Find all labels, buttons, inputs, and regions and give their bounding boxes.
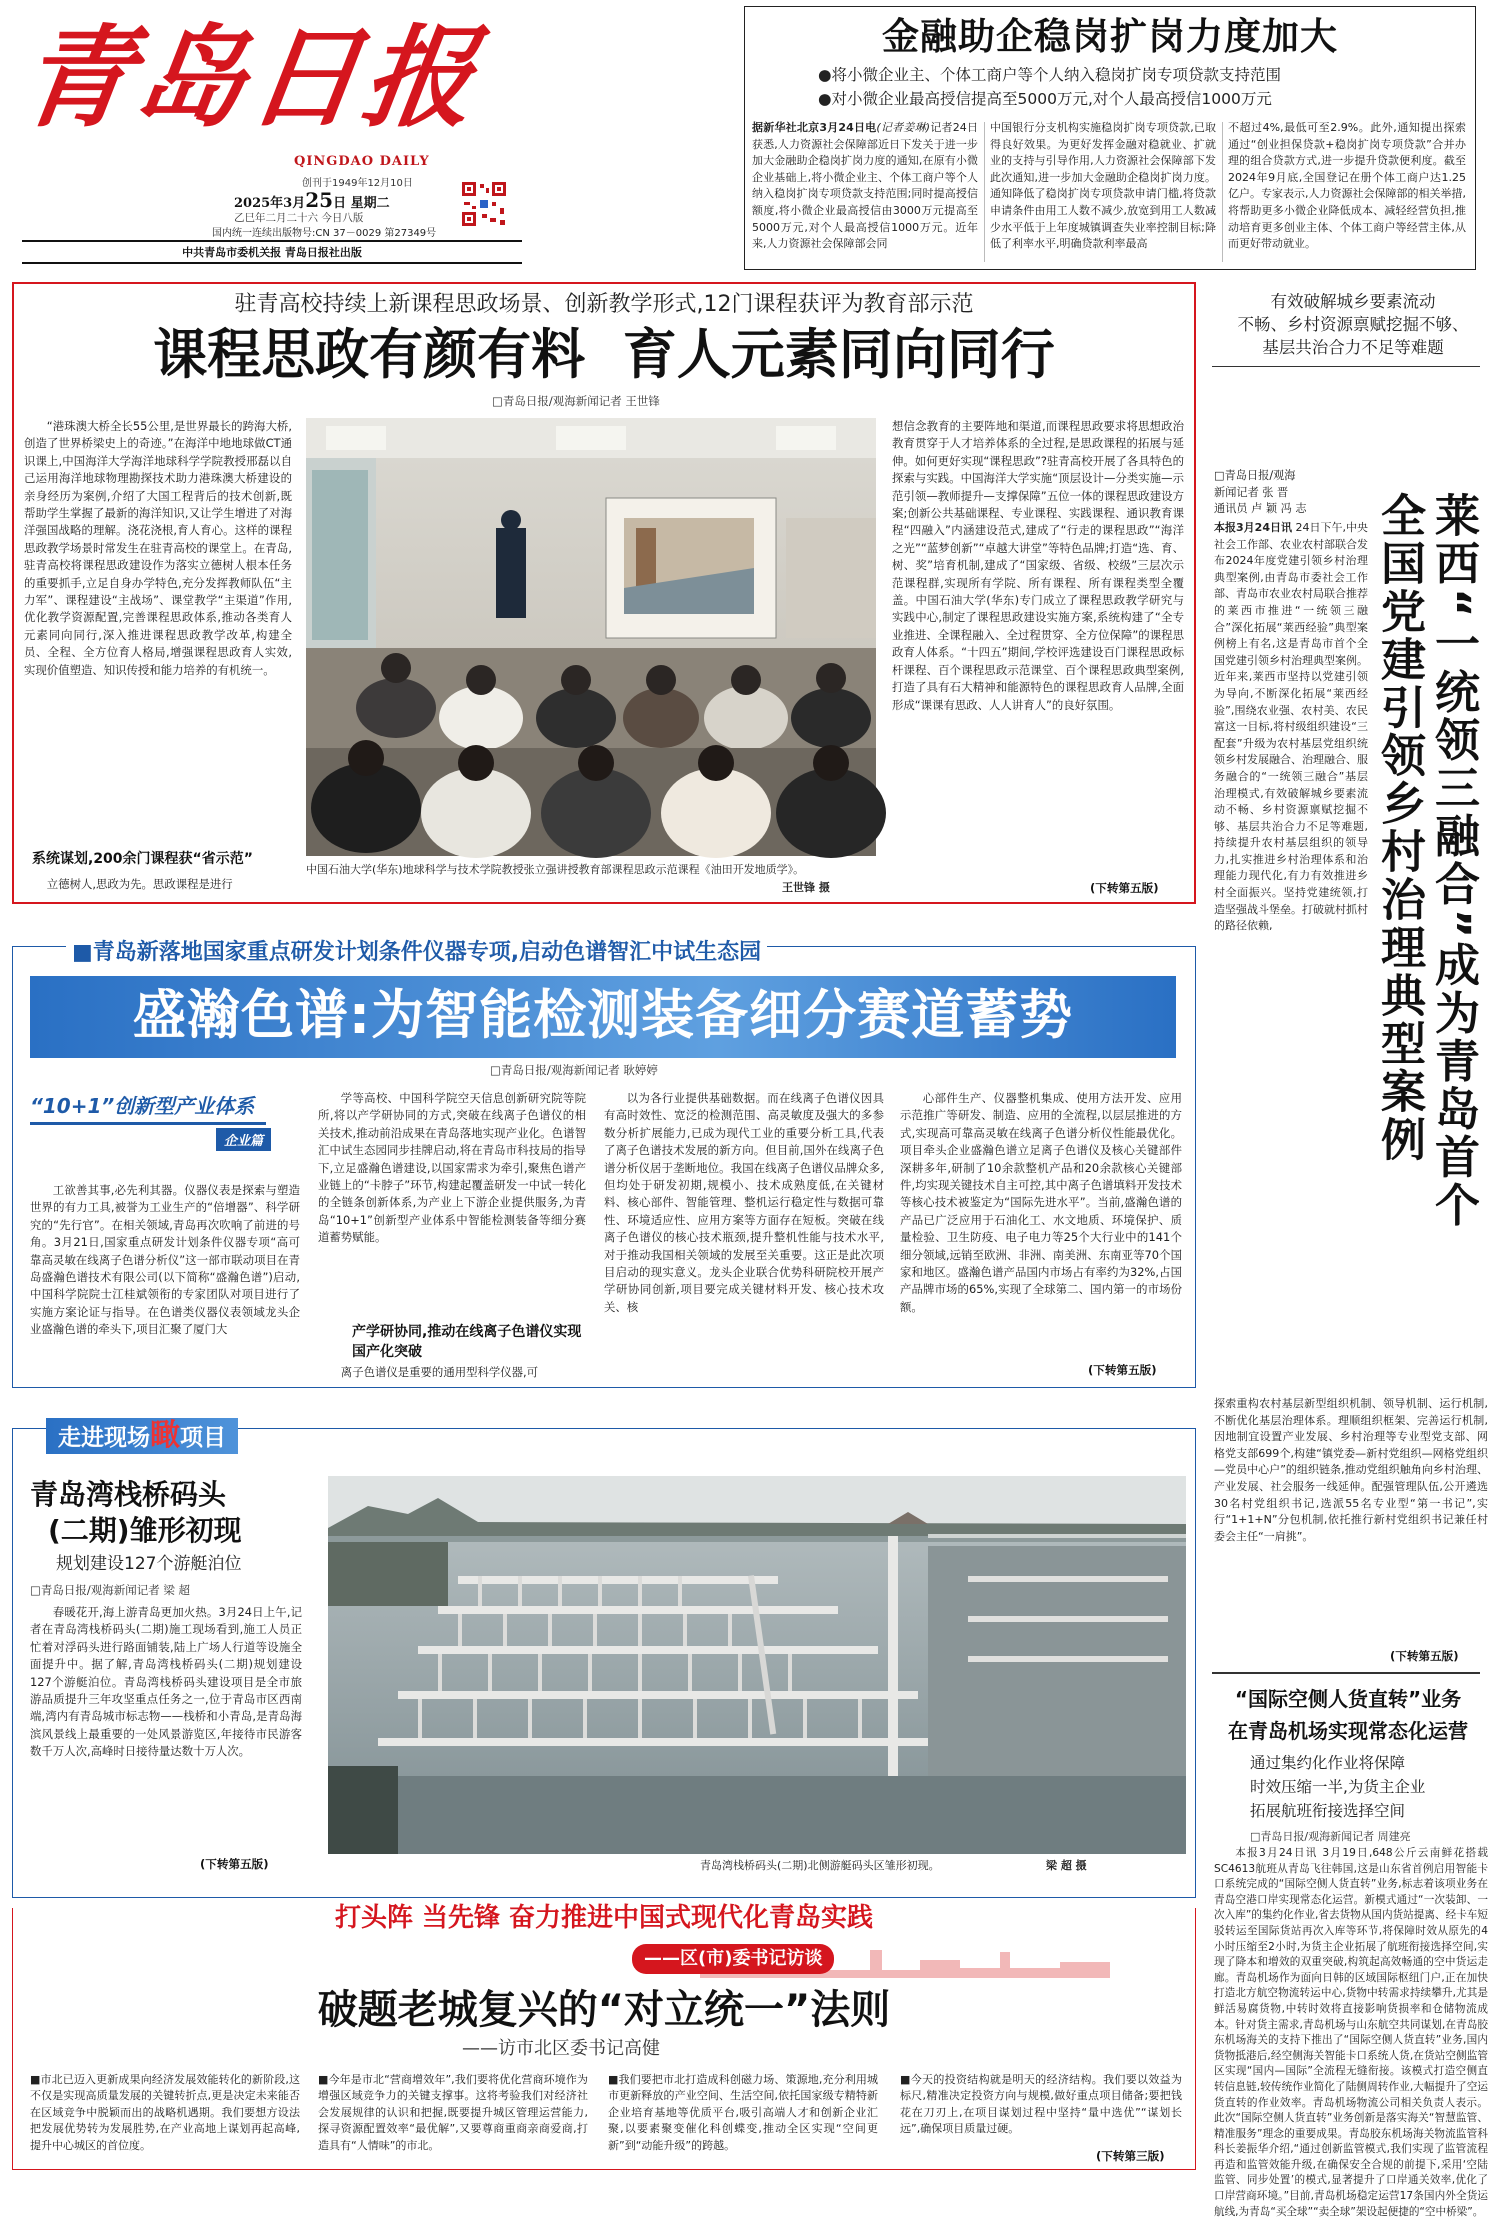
third-byline: □青岛日报/观海新闻记者 梁 超 <box>30 1583 191 1597</box>
right-byline <box>1214 468 1374 518</box>
third-tag-mid: 瞰 <box>150 1418 180 1453</box>
lead-left-text: “港珠澳大桥全长55公里,是世界最长的跨海大桥,创造了世界桥梁史上的奇迹。”在海洋中地地球做CT通识课上,中国海洋大学海洋地球科学学院教授邢磊以自己运用海洋地球物理勘探技术助力港珠澳大桥建设的亲身经历为案例,介绍了大国工程背后的技术创新,既帮助学生掌握了最新的海洋知识,又让学生增进了对海洋强国战略的理解。浇花浇根,育人育心。这样的课程思政教学场景时常发生在驻青高校的课堂上。在青岛,驻青高校将课程思政建设作为落实立德树人根本任务的重要抓手,立足自身办学特色,充分发挥教师队伍“主力军”、课程建设“主战场”、课堂教学“主渠道”作用,优化教学资源配置,完善课程思政体系,推动各类育人元素同向同行,深入推进课程思政教学改革,构建全员、全程、全方位育人格局,增强课程思政育人实效,实现价值塑造、知识传授和能力培养的有机统一。 <box>24 419 292 677</box>
right-text-top-body: 24日下午,中央社会工作部、农业农村部联合发布2024年度党建引领乡村治理典型案例,由青岛市委社会工作部、青岛市农业农村局联合推荐的莱西市推进“一统领三融合”深化拓展“莱西经验”典型案例榜上有名,这是青岛市首个全国党建引领乡村治理典型案例。近年来,莱西市坚持以党建引领为导向,不断深化拓展“莱西经验”,围绕农业强、农村美、农民富这一目标,将村级组织建设“三配套”升级为农村基层党组织统领乡村发展融合、治理融合、服务融合的“一统领三融合”基层治理模式,有效破解城乡要素流动不畅、乡村资源禀赋挖掘不够、基层共治合力不足等难题,持续提升农村基层组织的领导力,扎实推进乡村治理体系和治理能力现代化,有力有效推进乡村全面振兴。坚持党建统领,打造坚强战斗堡垒。打破就村抓村的路径依赖, <box>1214 521 1368 933</box>
right-byline-2: 新闻记者 张 晋 <box>1214 485 1289 499</box>
third-headline-1[interactable]: 青岛湾栈桥码头 <box>30 1478 227 1511</box>
date-prefix: 2025年3月 <box>234 196 306 211</box>
bottom-series-tag: ——区(市)委书记访谈 <box>632 1944 834 1974</box>
right-story-divider <box>1212 366 1480 367</box>
second-col-2-subhead: 产学研协同,推动在线离子色谱仪实现国产化突破 <box>352 1324 582 1360</box>
airport-headline-2[interactable]: 在青岛机场实现常态化运营 <box>1228 1719 1468 1743</box>
date-day: 25 <box>305 188 334 212</box>
masthead-rule-bottom <box>22 262 522 264</box>
right-story-headline[interactable]: 莱西“一统领三融合”成为青岛首个全国党建引领乡村治理典型案例 <box>1373 492 1480 1230</box>
second-col-1: 工欲善其事,必先利其器。仪器仪表是探索与塑造世界的有力工具,被誉为工业生产的“倍增器”、科学研究的“先行官”。在相关领域,青岛再次吹响了前进的号角。3月21日,国家重点研发计划条件仪器专项“高可靠高灵敏在线离子色谱分析仪”这一部市联动项目在青岛盛瀚色谱技术有限公司(以下简称“盛瀚色谱”)启动,中国科学院院士江桂斌领衔的专家团队对项目进行了实施方案论证与指导。在色谱类仪器仪表领域龙头企业盛瀚色谱的牵头下,项目汇聚了厦门大 <box>30 1183 300 1337</box>
lead-left-subhead: 系统谋划,200余门课程获“省示范” <box>32 851 253 867</box>
airport-text: 本报3月24日讯 3月19日,648公斤云南鲜花搭载SC4613航班从青岛飞往韩国,这是山东省首例启用智能卡口系统完成的“国际空侧人货直转”业务,标志着该项业务在青岛空港口岸实现常态化运营。新模式通过“一次装卸、一次入库”的集约化作业,省去货物从国内货站提离、经卡车短驳转运至国际货站再次入库等环节,将保障时效从原先的4小时压缩至2小时,为货主企业拓展了航班衔接选择空间,实现了降本和增效的双重突破,构筑起高效畅通的空中货运走廊。青岛机场作为面向日韩的区域国际枢纽门户,正在加快打造北方航空物流转运中心,货物中转需求持续攀升,尤其是鲜活易腐货物,中转时效将直接影响货损率和仓储物流成本。针对货主需求,青岛机场与山东航空共同谋划,在青岛胶东机场海关的支持下推出了“国际空侧人货直转”业务,国内货物抵港后,经空侧海关智能卡口系统人货,在货站空侧监管区实现“国内—国际”全流程无缝衔接。该模式打造空侧直转信息链,较传统作业简化了陆侧周转作业,大幅提升了空运货直转的作业效率。青岛机场物流公司相关负责人表示。此次“国际空侧人货直转”业务创新是落实海关“智慧监管、精准服务”理念的重要成果。青岛胶东机场海关物流监管科科长姜振华介绍,“通过创新监管模式,我们实现了监管流程再造和监管效能升级,在确保安全合规的前提下,采用‘空陆监管、同步处置’的模式,显著提升了口岸通关效率,优化了口岸营商环境。”目前,青岛机场稳定运营17条国内外全货运航线,为青岛“买全球”“卖全球”架设起便捷的“空中桥梁”。 <box>1214 1847 1488 2218</box>
bottom-subhead: ——访市北区委书记高健 <box>462 2038 660 2059</box>
second-col-2: 学等高校、中国科学院空天信息创新研究院等院所,将以产学研协同的方式,突破在线离子色谱仪的相关技术,推动前沿成果在青岛落地实现产业化。色谱智汇中试生态园同步挂牌启动,将在青岛市科技局的指导下,立足盛瀚色谱建设,以国家需求为牵引,聚焦色谱产业链上的“卡脖子”环节,构建起覆盖研发一中试一转化的全链条创新体系,为产业上下游企业提供服务,为青岛“10+1”创新型产业体系中智能检测装备等细分赛道蓄势赋能。 <box>318 1091 586 1245</box>
third-headline-2[interactable]: (二期)雏形初现 <box>48 1514 242 1547</box>
bottom-col-2: ■今年是市北“营商增效年”,我们要将优化营商环境作为增强区域竞争力的关键支撑事。这将考验我们对经济社会发展规律的认识和把握,既要提升城区管理运营能力,探寻资源配置效率“最优解”,又要尊商重商亲商爱商,打造具有“人情味”的市北。 <box>318 2073 588 2152</box>
industry-badge-sub: 企业篇 <box>216 1128 271 1151</box>
airport-headline-1[interactable]: “国际空侧人货直转”业务 <box>1234 1687 1462 1711</box>
right-byline-3: 通讯员 卢 颖 冯 志 <box>1214 502 1307 515</box>
right-kicker-3: 基层共治合力不足等难题 <box>1262 338 1444 357</box>
top-story-bullet-2: ●对小微企业最高授信提高至5000万元,对个人最高授信1000万元 <box>818 90 1272 108</box>
top-story-reporter: (记者姜琳) <box>876 121 931 134</box>
top-story-col-1 <box>752 120 978 264</box>
masthead-english: QINGDAO DAILY <box>294 154 430 169</box>
top-story-col-divider-1 <box>984 122 985 262</box>
top-story-headline[interactable]: 金融助企稳岗扩岗力度加大 <box>882 15 1338 58</box>
second-col-3: 以为各行业提供基础数据。而在线离子色谱仪因具有高时效性、宽泛的检测范围、高灵敏度及强大的多参数分析扩展能力,已成为现代工业的重要分析工具,代表了离子色谱技术发展的新方向。但目前,国外在线离子色谱分析仪居于垄断地位。我国在线离子色谱仪品牌众多,但均处于研发初期,规模小、技术成熟度低,在关键材料、核心部件、智能管理、整机运行稳定性与数据可靠性、环境适应性、应用方案等方面存在短板。突破在线离子色谱仪的核心技术瓶颈,提升整机性能与技术水平,对于推动我国相关领域的发展至关重要。这正是此次项目启动的现实意义。龙头企业联合优势科研院校开展产学研协同创新,项目要完成关键材料开发、核心技术攻关、核 <box>604 1091 884 1314</box>
bottom-col-3: ■我们要把市北打造成科创磁力场、策源地,充分利用城市更新释放的产业空间、生活空间,依托国家级专精特新企业培育基地等优质平台,吸引高端人才和创新企业汇聚,以要素聚变催化科创蝶变,推动全区实现“空间更新”到“动能升级”的跨越。 <box>608 2073 878 2152</box>
top-story-col-divider-2 <box>1222 122 1223 262</box>
lead-byline: □青岛日报/观海新闻记者 王世锋 <box>492 394 660 408</box>
masthead-serial: 国内统一连续出版物号:CN 37－0029 第27349号 <box>212 228 437 239</box>
lead-right-text: 想信念教育的主要阵地和渠道,而课程思政要求将思想政治教育贯穿于人才培养体系的全过程,是思政课程的拓展与延伸。如何更好实现“课程思政”?驻青高校开展了各具特色的探索与实践。中国海洋大学实施“顶层设计—分类实施—示范引领—教师提升—支撑保障”五位一体的课程思政建设方案;创新公共基础课程、专业课程、实践课程、通识教育课程“四融入”内涵建设范式,建成了“行走的课程思政”“海洋之光”“蓝梦创新”“卓越大讲堂”等特色品牌;打造“选、育、树、奖”培育机制,建成了“国家级、省级、校级”三层次示范课程群,实现所有学院、所有课程、所有课程类型全覆盖。中国石油大学(华东)专门成立了课程思政教学研究与实践中心,制定了课程思政建设实施方案,系统构建了“全专业推进、全课程融入、全过程贯穿、全方位保障”的课程思政育人体系。“十四五”期间,学校评选建设百门课程思政标杆课程、百个课程思政示范课堂、百个课程思政典型案例,打造了具有石大精神和能源特色的课程思政育人品牌,全面形成“课课有思政、人人讲育人”的良好氛围。 <box>892 419 1184 712</box>
second-kicker: ■青岛新落地国家重点研发计划条件仪器专项,启动色谱智汇中试生态园 <box>66 938 767 968</box>
masthead-title: 青岛日报 <box>13 13 488 142</box>
top-story-dateline: 据新华社北京3月24日电 <box>752 121 877 134</box>
third-turn: (下转第五版) <box>200 1857 269 1871</box>
masthead-founded: 创刊于1949年12月10日 <box>302 178 413 189</box>
airport-byline: □青岛日报/观海新闻记者 周建亮 <box>1250 1830 1411 1843</box>
bottom-turn: (下转第三版) <box>1096 2149 1165 2163</box>
second-byline: □青岛日报/观海新闻记者 耿婷婷 <box>490 1063 658 1077</box>
lead-left-tail: 立德树人,思政为先。思政课程是进行 <box>46 877 233 891</box>
pier-photo-credit: 梁 超 摄 <box>1046 1859 1087 1872</box>
masthead-lunar: 乙巳年二月二十六 今日八版 <box>234 212 364 224</box>
right-story-bottom-rule <box>1212 1672 1480 1674</box>
date-suffix: 日 星期二 <box>333 196 390 211</box>
bottom-headline[interactable]: 破题老城复兴的“对立统一”法则 <box>317 1987 891 2033</box>
third-subhead: 规划建设127个游艇泊位 <box>56 1554 242 1574</box>
second-turn: (下转第五版) <box>1088 1363 1157 1377</box>
airport-sub-3: 拓展航班衔接选择空间 <box>1250 1802 1406 1820</box>
top-story-col-1-text: 记者24日获悉,人力资源社会保障部近日下发关于进一步加大金融助企稳岗扩岗力度的通知,在原有小微企业基础上,将小微企业主、个体工商户等个人纳入稳岗扩岗专项贷款支持范围;同时提高授信额度,将小微企业最高授信由3000万元提高至5000万元,对个人最高授信1000万元。近年来,人力资源社会保障部会同 <box>752 121 978 251</box>
qr-code-icon[interactable] <box>460 180 508 228</box>
third-tag <box>46 1418 238 1454</box>
right-dateline: 本报3月24日讯 <box>1214 521 1292 534</box>
second-col-4: 心部件生产、仪器整机集成、使用方法开发、应用示范推广等研发、制造、应用的全流程,以层层推进的方式,实现高可靠高灵敏在线离子色谱分析仪性能最优化。项目牵头企业盛瀚色谱立足离子色谱仪及核心关键部件深耕多年,研制了10余款整机产品和20余款核心关键部件,均实现关键技术自主可控,其中离子色谱填料开发技术等核心技术被鉴定为“国际先进水平”。当前,盛瀚色谱的产品已广泛应用于石油化工、水文地质、环境保护、质量检验、卫生防疫、电子电力等25个大行业中的141个细分领域,远销至欧洲、非洲、南美洲、东南亚等70个国家和地区。盛瀚色谱产品国内市场占有率约为32%,占国产品牌市场的65%,实现了全球第二、国内第一的市场份额。 <box>900 1091 1182 1314</box>
right-byline-1: □青岛日报/观海 <box>1214 469 1296 482</box>
right-text-top <box>1214 520 1368 1390</box>
right-turn: (下转第五版) <box>1390 1649 1459 1663</box>
masthead-publisher: 中共青岛市委机关报 青岛日报社出版 <box>182 246 362 259</box>
right-text-bottom: 探索重构农村基层新型组织机制、领导机制、运行机制,不断优化基层治理体系。理顺组织框架、完善运行机制,因地制宜设置产业发展、乡村治理等专业型党支部、网格党支部699个,构建“镇党委—新村党组织—网格党组织—党员中心户”的组织链条,推动党组织触角向乡村治理、产业发展、社会服务一线延伸。配强管理队伍,公开遴选30名村党组织书记,选派55名专业型“第一书记”,实行“1+1+N”分包机制,依托推行新村党组织书记兼任村委会主任“一肩挑”。 <box>1214 1397 1488 1543</box>
masthead-date <box>234 188 390 212</box>
lead-photo-caption: 中国石油大学(华东)地球科学与技术学院教授张立强讲授教育部课程思政示范课程《油田开发地质学》。 <box>306 863 805 876</box>
industry-badge-underline <box>30 1122 266 1125</box>
industry-badge <box>30 1092 300 1152</box>
pier-photo-caption: 青岛湾栈桥码头(二期)北侧游艇码头区雏形初现。 <box>700 1859 940 1872</box>
lead-photo-credit: 王世锋 摄 <box>782 881 830 894</box>
lead-turn: (下转第五版) <box>1090 881 1159 895</box>
top-story-col-3: 不超过4%,最低可至2.9%。此外,通知提出探索通过“创业担保贷款+稳岗扩岗专项贷款”合并办理的组合贷款方式,进一步提升贷款便利度。截至2024年9月底,全国登记在册个体工商户达1.25亿户。专家表示,人力资源社会保障部的相关举措,将帮助更多小微企业降低成本、减轻经营负担,推动培育更多创业主体、个体工商户等经营主体,从而更好带动就业。 <box>1228 121 1466 251</box>
lead-headline[interactable]: 课程思政有颜有料 育人元素同向同行 <box>153 323 1055 386</box>
masthead-rule <box>22 240 522 242</box>
top-story-col-2: 中国银行分支机构实施稳岗扩岗专项贷款,已取得良好效果。为更好发挥金融对稳就业、扩就业的支持与引导作用,人力资源社会保障部下发此次通知,进一步加大金融助企稳岗扩岗力度。通知降低了稳岗扩岗专项贷款申请门槛,将贷款申请条件由用工人数不减少,放宽到用工人数减少水平低于上年度城镇调查失业率控制目标;降低了利率水平,明确贷款利率最高 <box>990 121 1216 251</box>
masthead <box>13 8 522 243</box>
industry-badge-title: “10+1”创新型产业体系 <box>30 1094 255 1118</box>
airport-sub-1: 通过集约化作业将保障 <box>1250 1754 1406 1772</box>
bottom-col-4: ■今天的投资结构就是明天的经济结构。我们要以效益为标尺,精准决定投资方向与规模,做好重点项目储备;要把钱花在刀刃上,在项目谋划过程中坚持“量中选优”“谋划长远”,确保项目质量过硬。 <box>900 2073 1182 2136</box>
top-story-bullet-1: ●将小微企业主、个体工商户等个人纳入稳岗扩岗专项贷款支持范围 <box>818 66 1282 84</box>
second-col-2-tail: 离子色谱仪是重要的通用型科学仪器,可 <box>340 1365 539 1379</box>
pier-photo <box>328 1476 1186 1854</box>
third-tag-text: 走进现场 <box>58 1425 150 1451</box>
right-kicker-1: 有效破解城乡要素流动 <box>1270 292 1436 311</box>
airport-sub-2: 时效压缩一半,为货主企业 <box>1250 1778 1426 1796</box>
lead-photo <box>306 418 876 856</box>
third-tag-end: 项目 <box>180 1425 226 1451</box>
bottom-col-1: ■市北已迈入更新成果向经济发展效能转化的新阶段,这不仅是实现高质量发展的关键转折点,更是决定未来能否在区域竞争中脱颖而出的战略机遇期。我们要想方设法把发展优势转为发展胜势,在产业高地上谋划再起高峰,提升中心城区的首位度。 <box>30 2073 300 2152</box>
second-headline[interactable]: 盛瀚色谱:为智能检测装备细分赛道蓄势 <box>132 985 1074 1046</box>
third-text: 春暖花开,海上游青岛更加火热。3月24日上午,记者在青岛湾栈桥码头(二期)施工现场看到,施工人员正忙着对浮码头进行路面铺装,陆上广场人行道等设施全面提升中。据了解,青岛湾栈桥码头(二期)规划建设127个游艇泊位。青岛湾栈桥码头建设项目是全市旅游品质提升三年攻坚重点任务之一,位于青岛市区西南端,湾内有青岛城市标志物——栈桥和小青岛,是青岛海滨风景线上最重要的一处风景游览区,年接待市民游客数千万人次,高峰时日接待量达数十万人次。 <box>30 1605 302 1759</box>
lead-kicker: 驻青高校持续上新课程思政场景、创新教学形式,12门课程获评为教育部示范 <box>234 292 974 317</box>
bottom-banner: 打头阵 当先锋 奋力推进中国式现代化青岛实践 <box>334 1903 874 1933</box>
right-kicker-2: 不畅、乡村资源禀赋挖掘不够、 <box>1237 315 1469 334</box>
